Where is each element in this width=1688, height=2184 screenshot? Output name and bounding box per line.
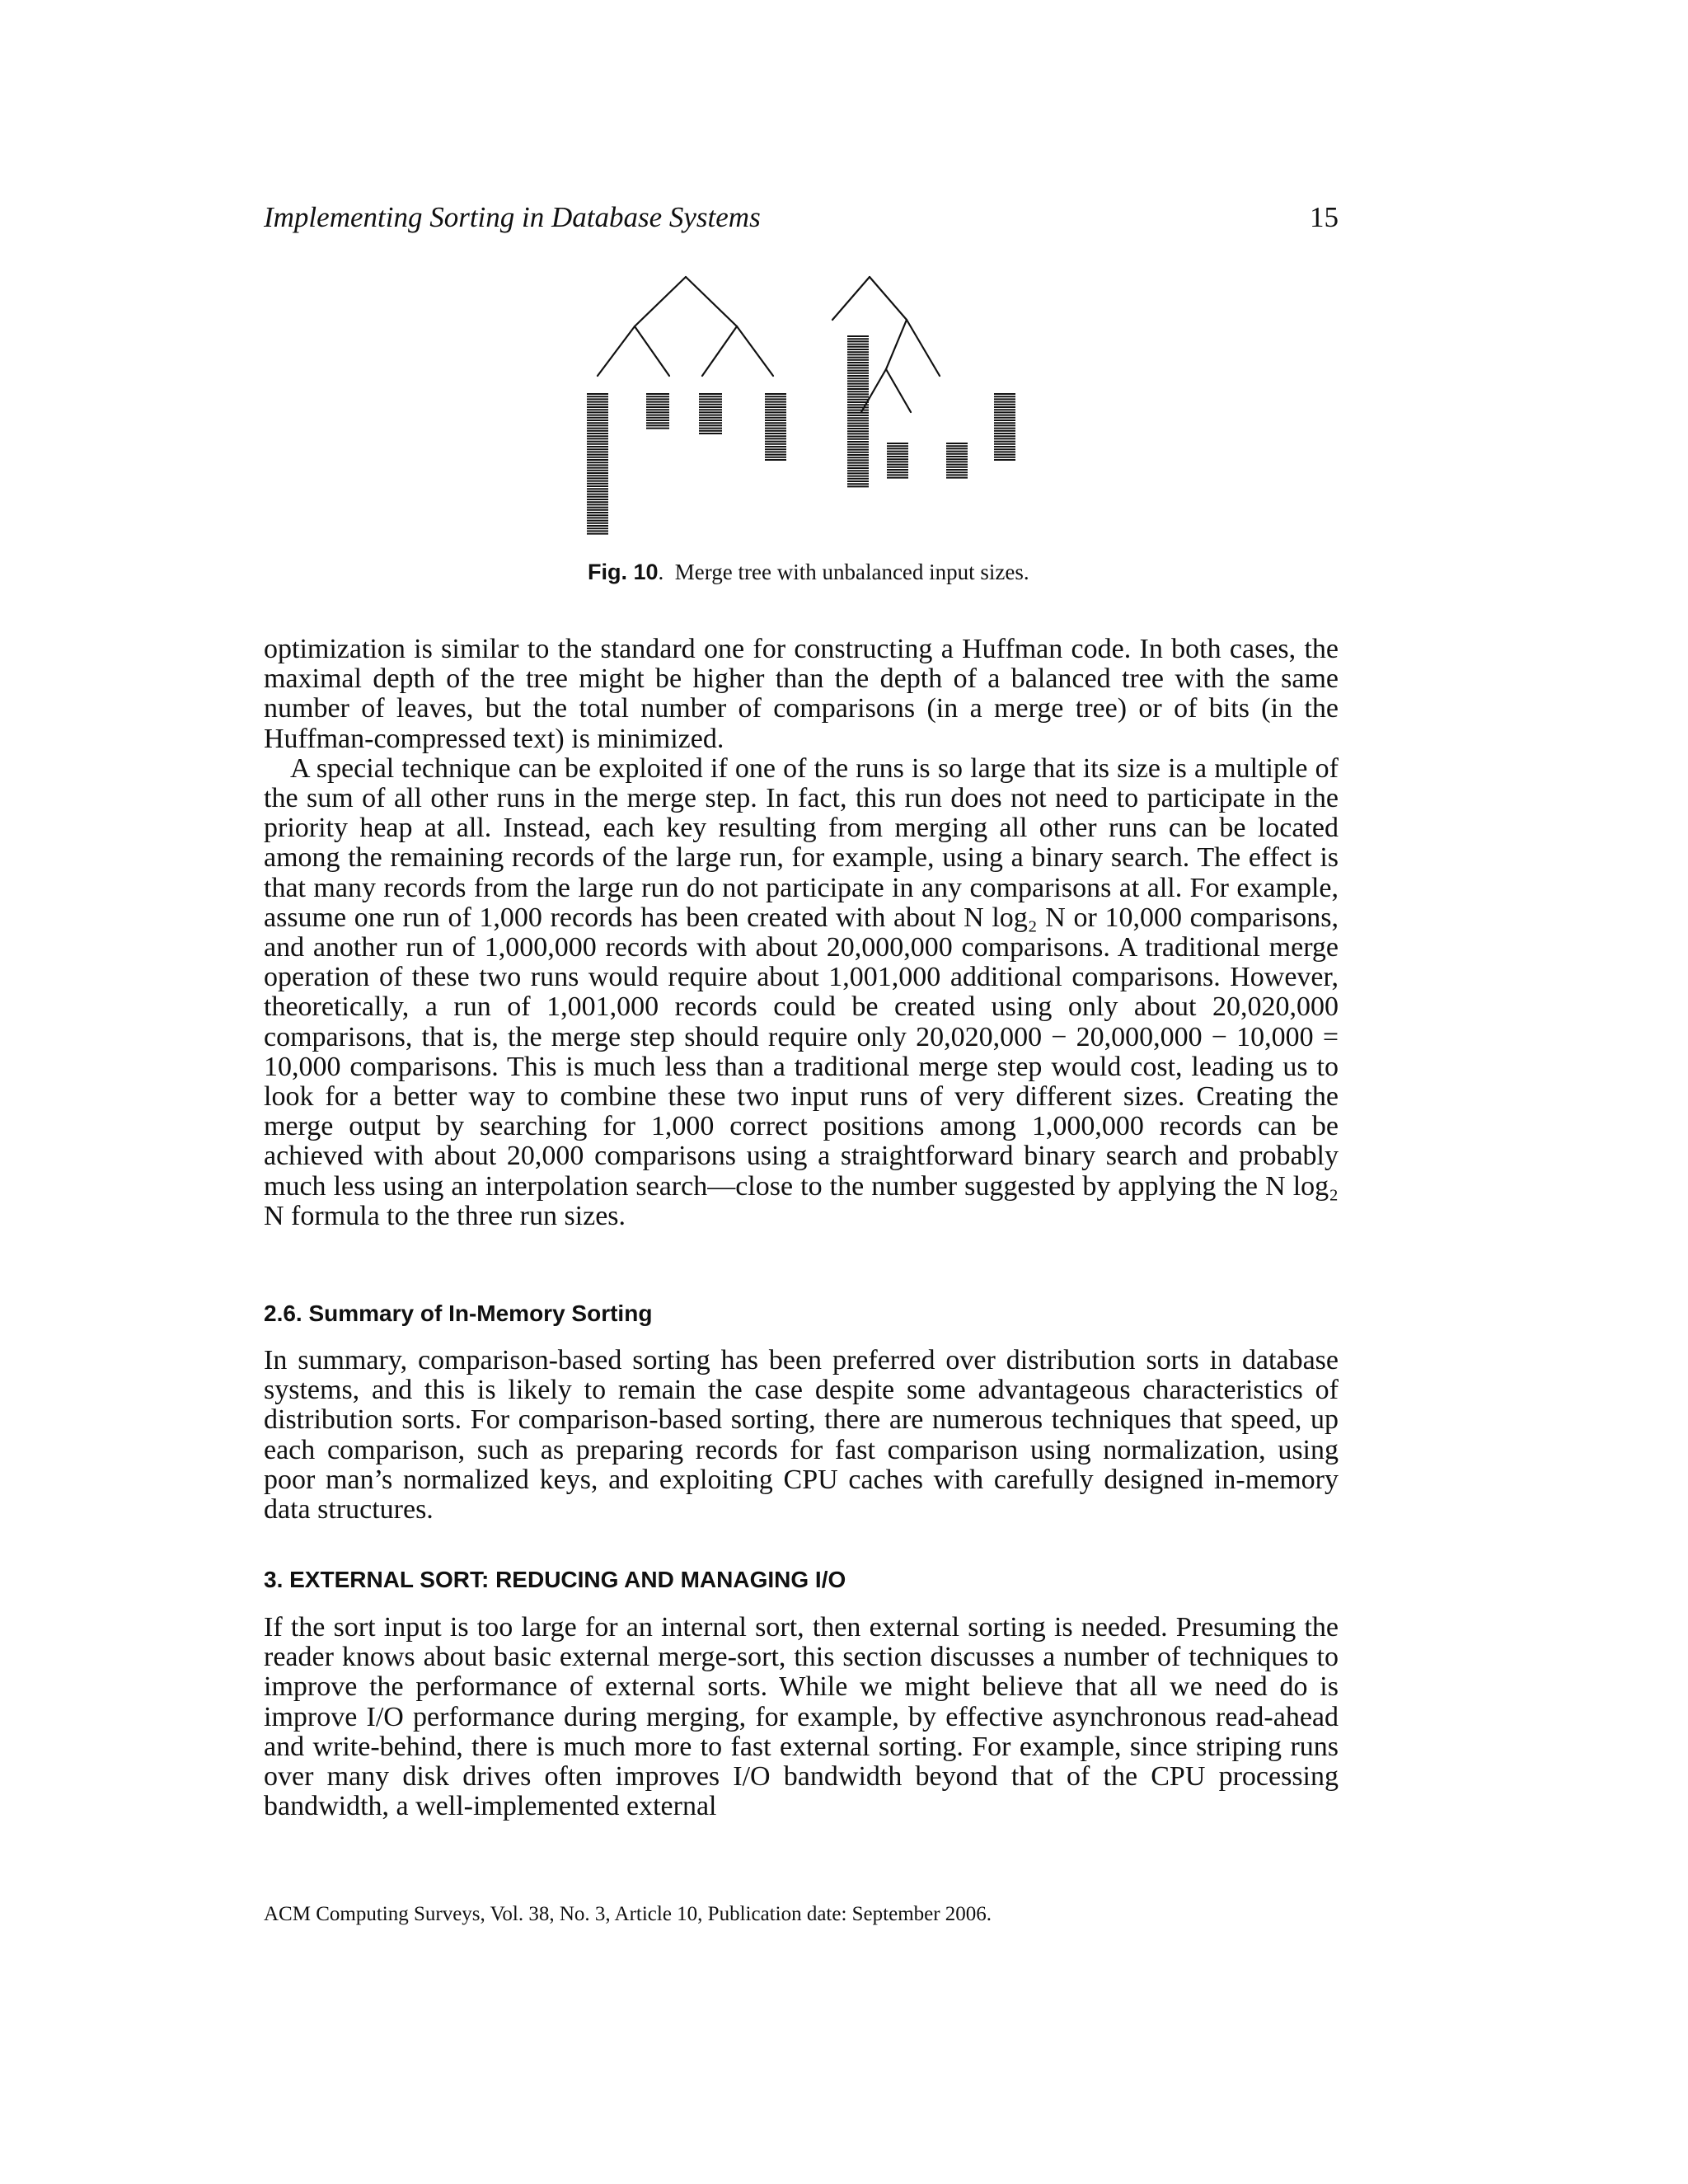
tree-edge [598, 326, 635, 376]
run-stack [847, 336, 869, 486]
tree-edge [870, 277, 907, 320]
section-3-text [264, 1613, 1339, 1821]
paragraph-large-run: A special technique can be exploited if one of the runs is so large that its size is a multiple of the sum of all other runs in the merge step. In fact, this run does not need to participate in the priority heap at all. Instead, each key resulting from merging all other runs can be located among the remaining records of the large run, for example, using a binary search. The effect is that many records from the large run do not participate in any comparisons at all. For example, assume one run of 1,000 records has been created with about N log₂ N or 10,000 comparisons, and another run of 1,000,000 records with about 20,000,000 comparisons. A traditional merge operation of these two runs would require about 1,001,000 additional comparisons. However, theoretically, a run of 1,001,000 records could be created using only about 20,020,000 comparisons, that is, the merge step should require only 20,020,000 − 20,000,000 − 10,000 = 10,000 comparisons. This is much less than a traditional merge step would cost, leading us to look for a better way to combine these two input runs of very different sizes. Creating the merge output by searching for 1,000 correct positions among 1,000,000 records can be achieved with about 20,000 comparisons using a straightforward binary search and probably much less using an interpolation search—close to the number suggested by applying the N log₂ N formula to the three run sizes. [264, 752, 1339, 1231]
paragraph-summary: In summary, comparison-based sorting has been preferred over distribution sorts in database systems, and this is likely to remain the case despite some advantageous characteristics of distribution sorts. For comparison-based sorting, there are numerous techniques that speed, up each comparison, such as preparing records for fast comparison using normalization, using poor man’s normalized keys, and exploiting CPU caches with carefully designed in-memory data structures. [264, 1345, 1339, 1526]
running-header [264, 201, 1339, 242]
tree-edge [832, 277, 870, 320]
run-stack [646, 394, 669, 429]
run-stack [699, 394, 722, 434]
tree-edge [686, 277, 737, 326]
paragraph-external-sort: If the sort input is too large for an internal sort, then external sorting is needed. Presuming the reader knows about basic external merge-sort, this section discusses a number of techniques to improve the performance of external sorts. While we might believe that all we need do is improve I/O performance during merging, for example, by effective asynchronous read-ahead and write-behind, there is much more to fast external sorting. For example, since striping runs over many disk drives often improves I/O bandwidth beyond that of the CPU processing bandwidth, a well-implemented external [264, 1612, 1339, 1822]
page-number: 15 [1310, 201, 1339, 233]
tree-edge [886, 369, 911, 412]
tree-edge [635, 277, 686, 326]
run-stacks [587, 336, 1015, 534]
tree-edge [702, 326, 737, 376]
run-stack [946, 443, 968, 478]
figure-label: Fig. 10 [588, 560, 659, 584]
run-stack [587, 394, 608, 534]
section-2-6-text [264, 1346, 1339, 1525]
running-title: Implementing Sorting in Database Systems [264, 201, 761, 233]
body-paragraphs [264, 635, 1339, 1231]
journal-footer: ACM Computing Surveys, Vol. 38, No. 3, Article 10, Publication date: September 2006. [264, 1903, 992, 1925]
run-stack [994, 394, 1015, 460]
merge-tree-figure [577, 270, 1039, 542]
merge-tree-diagram [577, 270, 1039, 542]
tree-edge [635, 326, 669, 376]
paragraph-huffman: optimization is similar to the standard one for constructing a Huffman code. In both cases, the maximal depth of the tree might be higher than the depth of a balanced tree with the same number of leaves, but the total number of comparisons (in a merge tree) or of bits (in the Huffman-compressed text) is minimized. [264, 634, 1339, 754]
figure-caption: Fig. 10. Merge tree with unbalanced input sizes. [588, 560, 1029, 584]
figure-caption-text: Merge tree with unbalanced input sizes. [674, 560, 1029, 584]
tree-edge [737, 326, 773, 376]
run-stack [765, 394, 786, 460]
tree-edge [907, 320, 940, 376]
section-heading-3: 3. EXTERNAL SORT: REDUCING AND MANAGING I/O [264, 1567, 846, 1592]
section-heading-2-6: 2.6. Summary of In-Memory Sorting [264, 1301, 653, 1326]
tree-edge [886, 320, 907, 369]
run-stack [887, 443, 908, 478]
